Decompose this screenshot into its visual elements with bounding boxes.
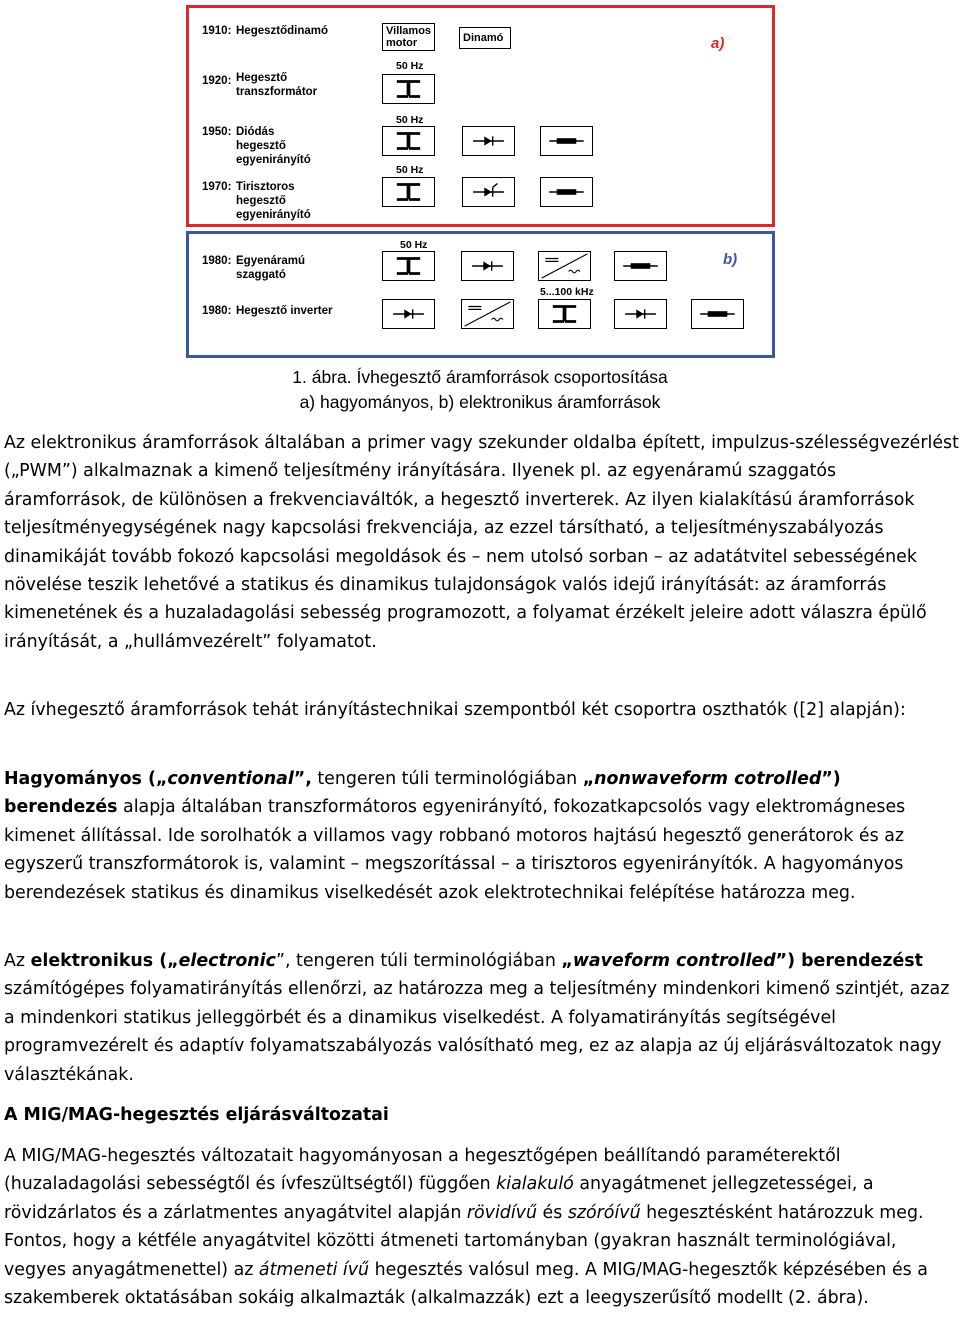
bold-text: ”) berendezés — [4, 769, 841, 818]
transformer-symbol-icon — [382, 74, 435, 104]
section-heading: A MIG/MAG-hegesztés eljárásváltozatai — [4, 1105, 389, 1125]
row-label: Hegesztő inverter — [236, 305, 333, 317]
bold-text: „ — [582, 769, 595, 789]
inductor-filter-icon — [691, 299, 744, 329]
bold-text: „ — [561, 951, 573, 971]
frequency-label: 50 Hz — [396, 114, 424, 126]
bold-text: ”, — [293, 769, 312, 789]
panel-b-tag: b) — [723, 251, 738, 268]
year-label: 1920: — [202, 75, 232, 87]
transformer-symbol-icon — [382, 251, 435, 281]
italic-term: conventional — [167, 769, 294, 789]
frequency-label: 50 Hz — [396, 164, 424, 176]
diode-rectifier-icon — [462, 126, 515, 156]
italic-term: szóróívű — [567, 1202, 641, 1223]
figure-welding-power-sources — [186, 5, 776, 358]
row-label: Tirisztoros hegesztő egyenirányító — [236, 181, 311, 221]
italic-term: rövidívű — [466, 1202, 537, 1223]
paragraph-pwm — [4, 429, 959, 656]
panel-a-tag: a) — [711, 35, 725, 52]
text-run: és — [537, 1202, 568, 1223]
box-dynamo: Dinamó — [459, 27, 511, 49]
inductor-filter-icon — [614, 251, 667, 281]
row-label: Hegesztődinamó — [236, 25, 329, 37]
frequency-label: 50 Hz — [396, 60, 424, 72]
text-run: alapja általában transzformátoros egyenirányító, fokozatkapcsolós vagy elektromágneses kimenet állítással. Ide sorolhatók a villamos vagy robbanó motoros hajtású hegesztő generátorok és az egyszerű transzformátorok is, valamint – megszorítással – a tirisztoros egyenirányítók. A hagyományos berendezések statikus és dinamikus viselkedését azok elektrotechnikai felépítése határozza meg. — [4, 797, 906, 903]
year-label: 1970: — [202, 181, 232, 193]
bold-text: Hagyományos („ — [4, 769, 168, 789]
thyristor-rectifier-icon — [462, 177, 515, 207]
frequency-label: 5...100 kHz — [540, 286, 594, 298]
text-run: hegesztésként határozzuk meg. Fontos, hogy a kétféle anyagátvitel közötti átmeneti tartományban (gyakran használt terminológiával, vegyes anyagátmenettel) az — [4, 1202, 924, 1280]
italic-term: electronic — [178, 951, 276, 971]
box-electric-motor: Villamos motor — [382, 23, 435, 51]
year-label: 1950: — [202, 126, 232, 138]
bold-text: („ — [153, 951, 179, 971]
year-label: 1980: — [202, 255, 232, 267]
inductor-filter-icon — [540, 126, 593, 156]
figure-caption-line-1: 1. ábra. Ívhegesztő áramforrások csoportosítása — [292, 367, 668, 387]
italic-term: waveform controlled — [572, 951, 776, 971]
diode-rectifier-icon — [614, 299, 667, 329]
paragraph-electronic — [4, 947, 959, 1089]
figure-caption-line-2: a) hagyományos, b) elektronikus áramforrások — [299, 392, 661, 412]
row-label: Egyenáramú szaggató — [236, 255, 306, 281]
italic-term: nonwaveform cotrolled — [594, 769, 822, 789]
text-run: tengeren túli terminológiában — [311, 769, 583, 789]
paragraph-text: Az elektronikus áramforrások általában a primer vagy szekunder oldalba épített, impulzus-szélességvezérlést („PWM”) alkalmaznak a kimenő teljesítmény irányítására. Ilyenek pl. az egyenáramú szaggatós áramforrások, de különösen a frekvenciaváltók, a hegesztő inverterek. Az ilyen kialakítású áramforrások teljesítményegységének nagy kapcsolási frekvenciája, az ezzel társítható, a teljesítményszabályozás dinamikáját tovább fokozó kapcsolási megoldások és – nem utolsó sorban – az adatátvitel sebességének növelése teszik lehetővé a statikus és dinamikus tulajdonságok valós idejű irányítását: az áramforrás kimenetének és a huzaladagolási sebesség programozott, a folyamat érzékelt jeleire adott válaszra épülő irányítását, a „hullámvezérelt” folyamatot. — [4, 433, 959, 652]
transformer-symbol-icon — [538, 299, 591, 329]
text-run: anyagátmenet jellegzetességei, a rövidzárlatos és a zárlatmentes anyagátvitel alapján — [4, 1174, 874, 1223]
text-run: számítógépes folyamatirányítás ellenőrzi, az határozza meg a teljesítmény mindenkori kimenő szintjét, azaz a mindenkori statikus jelleggörbét és a dinamikus viselkedést. A folyamatirányítás segítségével programvezérelt és adaptív folyamatszabályozás valósítható meg, ez az alapja az új eljárásváltozatok nagy választékának. — [4, 979, 950, 1085]
paragraph-groups — [4, 696, 959, 724]
row-label: Hegesztő transzformátor — [236, 72, 318, 98]
text-run: ”, tengeren túli terminológiában — [275, 951, 562, 971]
bold-text: ”) berendezést — [775, 951, 923, 971]
year-label: 1910: — [202, 25, 232, 37]
italic-term: kialakuló — [496, 1174, 574, 1195]
paragraph-conventional — [4, 765, 959, 907]
transformer-symbol-icon — [382, 177, 435, 207]
diode-rectifier-icon — [382, 299, 435, 329]
transformer-symbol-icon — [382, 126, 435, 156]
dc-chopper-icon — [538, 251, 591, 281]
inductor-filter-icon — [540, 177, 593, 207]
diode-rectifier-icon — [461, 251, 514, 281]
text-run: Az — [4, 951, 31, 971]
italic-term: átmeneti ívű — [258, 1259, 370, 1280]
inverter-icon — [461, 299, 514, 329]
paragraph-mig-mag — [4, 1142, 959, 1312]
paragraph-text: Az ívhegesztő áramforrások tehát irányítástechnikai szempontból két csoportra oszthatók ([2] alapján): — [4, 700, 906, 720]
panel-b-electronic — [186, 231, 775, 358]
frequency-label: 50 Hz — [400, 239, 428, 251]
row-label: Diódás hegesztő egyenirányító — [236, 126, 311, 166]
text-run: A MIG/MAG-hegesztés változatait hagyományosan a hegesztőgépen beállítandó paraméterektől (huzaladagolási sebességtől és ívfeszültségtől) függően — [4, 1146, 841, 1195]
text-run: hegesztés valósul meg. A MIG/MAG-hegesztők képzésében és a szakemberek oktatásában sokáig alkalmazták (alkalmazzák) ezt a leegyszerűsítő modellt (2. ábra). — [4, 1259, 928, 1309]
bold-text: elektronikus — [30, 951, 154, 971]
panel-a-conventional — [186, 5, 775, 227]
year-label: 1980: — [202, 305, 232, 317]
